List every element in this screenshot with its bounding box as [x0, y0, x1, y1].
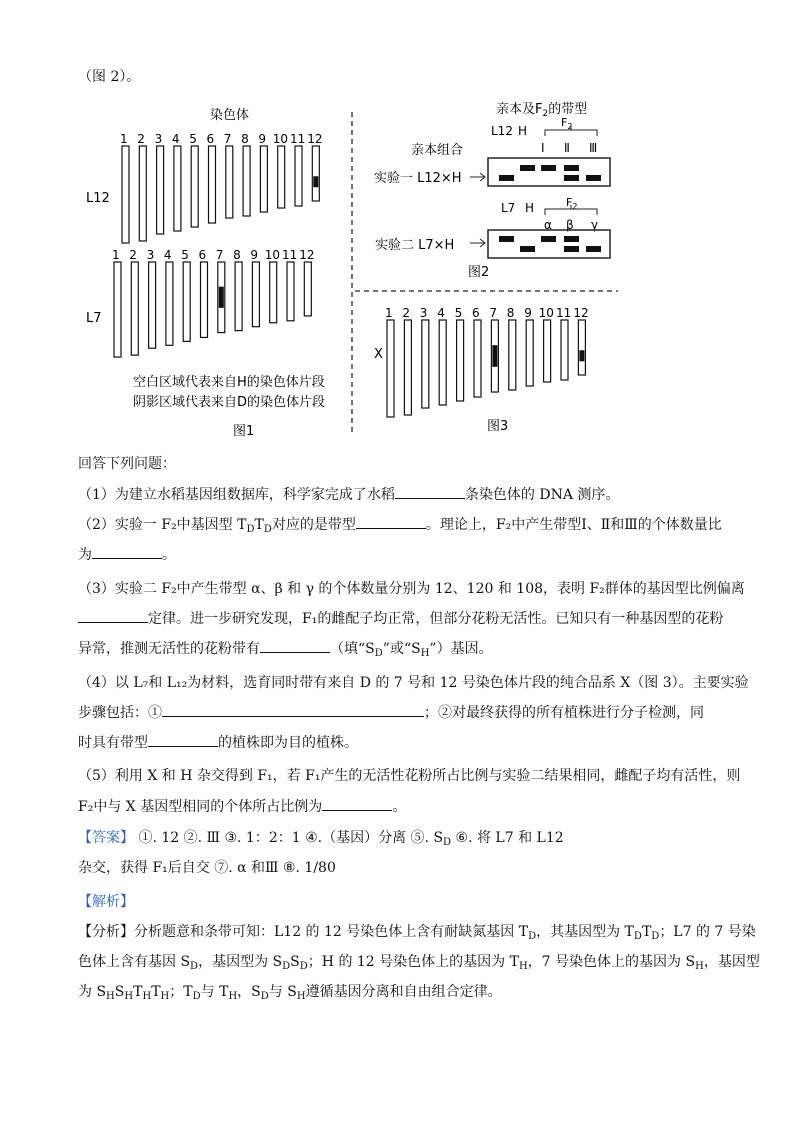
chromosome-bar	[578, 320, 585, 375]
figure-reference: （图 2）。	[78, 69, 141, 85]
answer-blank-2[interactable]	[356, 514, 426, 529]
chromosome-bar	[114, 262, 121, 357]
chromosome-bar	[149, 262, 156, 348]
exp1-gel	[488, 158, 610, 186]
chromosome-number: 1	[112, 248, 120, 262]
chromosome-number: 2	[402, 306, 411, 320]
fig3-caption: 图3	[487, 419, 509, 434]
exp1-type-2: Ⅱ	[564, 141, 570, 155]
chromosome-number: 9	[258, 132, 267, 146]
exp1-f2-label: $F_2$	[561, 116, 573, 131]
chromosome-number: 7	[223, 132, 232, 146]
question-5-cont: F₂中与 X 基因型相同的个体所占比例为 。	[78, 796, 718, 818]
chromosome-number: 7	[489, 306, 498, 320]
exp2-gel	[488, 230, 610, 258]
question-3: （3）实验二 F₂中产生带型 α、β 和 γ 的个体数量分别为 12、120 和 108，表明 F₂群体的基因型比例偏离	[78, 581, 745, 597]
exp1-col-l12: L12	[491, 124, 513, 138]
fig1-legend-white: 空白区域代表来自H的染色体片段	[133, 375, 325, 390]
chromosome-bar	[166, 262, 173, 345]
fig3-chromosomes	[385, 306, 589, 417]
chromosome-bar	[526, 320, 533, 386]
fig2-caption: 图2	[468, 265, 490, 280]
chromosome-number: 6	[206, 132, 215, 146]
chromosome-number: 10	[264, 248, 280, 262]
exp2-arrow	[470, 239, 485, 247]
chromosome-number: 2	[137, 132, 145, 146]
exp1-bands	[499, 165, 601, 181]
chromosome-bar	[312, 146, 319, 201]
analysis-line-3: 为 $S_HS_HT_HT_H$；$T_D$与 $T_H$，$S_D$与 $S_H$遵循基因分离和自由组合定律。	[78, 984, 502, 1002]
exp1-label: 实验一 L12×H	[374, 171, 462, 186]
chromosome-number: 12	[573, 306, 589, 320]
chromosome-bar	[295, 146, 302, 206]
exp1-col-h: H	[518, 124, 528, 138]
chromosome-number: 12	[299, 248, 315, 262]
chromosome-shaded-segment	[492, 345, 497, 367]
chromosome-bar	[191, 146, 198, 227]
chromosome-shaded-segment	[313, 176, 318, 187]
exp2-f2-label: $F_2$	[566, 196, 578, 211]
chromosome-number: 1	[120, 132, 128, 146]
exp2-col-l7: L7	[501, 201, 516, 215]
question-4-cont1: 步骤包括：① ；②对最终获得的所有植株进行分子检测，同	[78, 702, 718, 724]
chromosome-bar	[131, 262, 138, 355]
fig1-row-label-l7: L7	[86, 311, 102, 326]
chromosome-bar	[304, 262, 311, 316]
chromosome-bar	[157, 146, 164, 234]
chromosome-number: 3	[154, 132, 163, 146]
chromosome-bar	[387, 320, 394, 417]
chromosome-bar	[422, 320, 429, 408]
fig1-caption: 图1	[233, 424, 255, 439]
chromosome-bar	[544, 320, 551, 382]
chromosome-bar	[474, 320, 481, 397]
exp2-label: 实验二 L7×H	[375, 238, 455, 253]
chromosome-bar	[287, 262, 294, 321]
chromosome-number: 10	[538, 306, 554, 320]
chromosome-bar	[509, 320, 516, 390]
question-1: （1）为建立水稻基因组数据库，科学家完成了水稻 条染色体的 DNA 测序。	[78, 484, 718, 506]
chromosome-number: 5	[181, 248, 189, 262]
exp2-col-h: H	[525, 201, 535, 215]
answer-blank-8[interactable]	[322, 796, 392, 811]
analysis-line-1: 【分析】分析题意和条带可知：L12 的 12 号染色体上含有耐缺氮基因 $T_D$，其基因型为 $T_DT_D$；L7 的 7 号染	[78, 924, 756, 942]
chromosome-bar	[252, 262, 259, 327]
chromosome-number: 9	[524, 306, 532, 320]
chromosome-number: 3	[146, 248, 155, 262]
chromosome-bar	[404, 320, 411, 415]
chromosome-number: 10	[272, 132, 288, 146]
chromosome-bar	[226, 146, 233, 218]
question-4-cont2: 时具有带型 的植株即为目的植株。	[78, 732, 718, 754]
exp1-type-3: Ⅲ	[589, 141, 598, 155]
answer-blank-3[interactable]	[92, 544, 162, 559]
chromosome-number: 6	[198, 248, 207, 262]
fig1-row-label-l12: L12	[86, 191, 110, 206]
chromosome-bar	[235, 262, 242, 331]
fig1-legend-shaded: 阴影区域代表来自D的染色体片段	[133, 395, 326, 410]
chromosome-number: 8	[233, 248, 241, 262]
chromosome-bar	[243, 146, 250, 216]
fig1-title: 染色体	[210, 108, 250, 123]
chromosome-shaded-segment	[219, 287, 224, 308]
answer-blank-1[interactable]	[395, 484, 465, 499]
exp2-bands	[499, 236, 601, 252]
answer-blank-6[interactable]	[162, 702, 424, 717]
analysis-line-2: 色体上含有基因 $S_D$，基因型为 $S_DS_D$；H 的 12 号染色体上的基因为 $T_H$，7 号染色体上的基因为 $S_H$，基因型	[78, 954, 760, 972]
question-3-cont1: 定律。进一步研究发现，F₁的雌配子均正常，但部分花粉无活性。已知只有一种基因型的花粉	[78, 608, 718, 630]
chromosome-number: 4	[163, 248, 172, 262]
chromosome-bar	[439, 320, 446, 405]
analysis-tag: 【解析】	[78, 894, 134, 910]
chromosome-bar	[457, 320, 464, 401]
answer-blank-7[interactable]	[148, 732, 218, 747]
fig2-title: 亲本及$F_2$的带型	[496, 102, 588, 119]
fig1-row-l12-chromosomes	[120, 132, 323, 243]
fig3-row-label: X	[374, 347, 383, 362]
fig1-row-l7-chromosomes	[112, 248, 315, 357]
chromosome-number: 4	[437, 306, 445, 320]
question-5: （5）利用 X 和 H 杂交得到 F₁，若 F₁产生的无活性花粉所占比例与实验二结果相同，雌配子均有活性，则	[78, 768, 741, 784]
questions-intro: 回答下列问题：	[78, 456, 176, 472]
question-2-cont: 为 。	[78, 544, 718, 566]
chromosome-number: 11	[556, 306, 572, 320]
chromosome-number: 5	[189, 132, 197, 146]
chromosome-number: 11	[290, 132, 306, 146]
chromosome-bar	[209, 146, 216, 223]
figure-panel	[0, 0, 793, 450]
chromosome-shaded-segment	[579, 350, 584, 361]
question-2: （2）实验一 F₂中基因型 $T_DT_D$对应的是带型 。理论上，F₂中产生带型Ⅰ、Ⅱ和Ⅲ的个体数量比	[78, 514, 718, 541]
answer-blank-4[interactable]	[78, 608, 148, 623]
exp2-type-beta: β	[566, 218, 574, 232]
answer-tag: 【答案】	[78, 830, 134, 846]
chromosome-bar	[278, 146, 285, 208]
chromosome-bar	[183, 262, 190, 341]
exp1-f2-bracket	[545, 126, 597, 136]
chromosome-number: 9	[250, 248, 259, 262]
exp2-type-gamma: γ	[591, 218, 599, 232]
chromosome-number: 12	[307, 132, 323, 146]
chromosome-number: 11	[282, 248, 298, 262]
chromosome-bar	[561, 320, 568, 380]
exp2-type-alpha: α	[544, 218, 552, 232]
chromosome-bar	[270, 262, 277, 323]
chromosome-number: 8	[241, 132, 249, 146]
chromosome-number: 3	[419, 306, 428, 320]
question-3-cont2: 异常，推测无活性的花粉带有 （填“$S_D$”或“$S_H$”）基因。	[78, 638, 718, 665]
fig2-parent-header: 亲本组合	[411, 143, 464, 158]
chromosome-number: 4	[171, 132, 180, 146]
question-4: （4）以 L₇和 L₁₂为材料，选育同时带有来自 D 的 7 号和 12 号染色体片段的纯合品系 X（图 3）。主要实验	[78, 675, 749, 691]
chromosome-bar	[201, 262, 208, 337]
chromosome-number: 1	[385, 306, 393, 320]
chromosome-bar	[122, 146, 129, 243]
exp1-arrow	[470, 173, 485, 181]
answer-line-2: 杂交，获得 F₁后自交 ⑦. α 和Ⅲ ⑧. 1/80	[78, 860, 336, 876]
chromosome-number: 7	[215, 248, 224, 262]
answer-blank-5[interactable]	[260, 638, 330, 653]
exp2-f2-bracket	[545, 205, 597, 215]
chromosome-bar	[139, 146, 146, 241]
chromosome-number: 2	[129, 248, 137, 262]
chromosome-number: 6	[472, 306, 480, 320]
chromosome-number: 5	[454, 306, 463, 320]
chromosome-bar	[174, 146, 181, 231]
answer-line-1: 【答案】 ①. 12 ②. Ⅲ ③. 1：2：1 ④.（基因）分离 ⑤. $S_D$ ⑥. 将 L7 和 L12	[78, 830, 564, 848]
chromosome-number: 8	[506, 306, 515, 320]
chromosome-bar	[260, 146, 267, 212]
exp1-type-1: Ⅰ	[541, 141, 545, 155]
